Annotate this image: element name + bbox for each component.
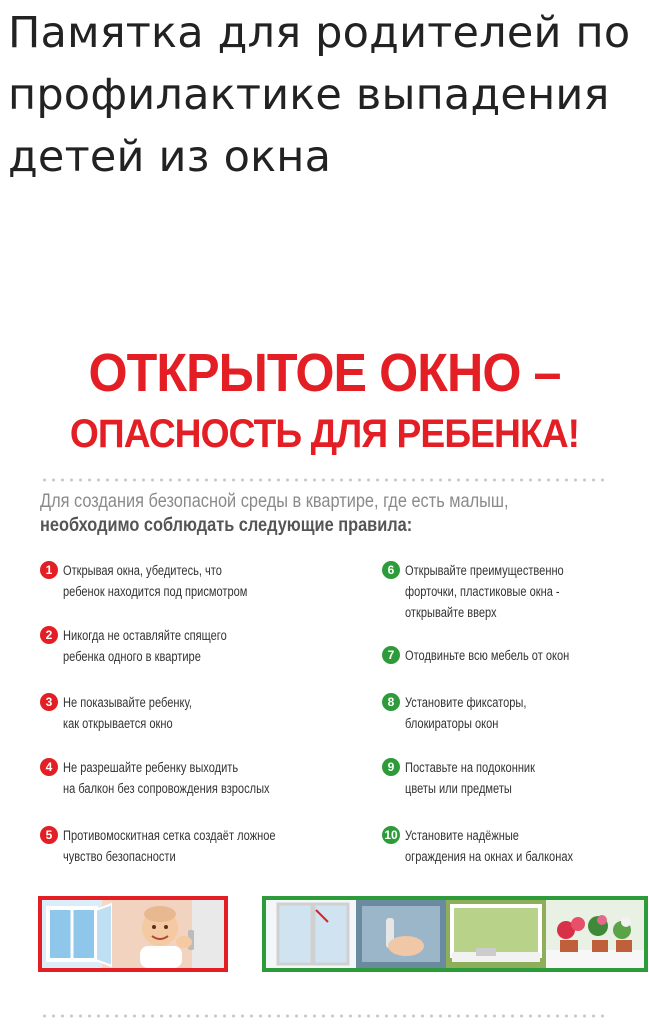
rule-number-badge: 8 [382,693,400,711]
rule-text: Противомоскитная сетка создаёт ложное чувство безопасности [63,828,276,864]
safety-measures-illustration [266,900,644,968]
rule-number-badge: 4 [40,758,58,776]
rule-item-2 [40,625,370,667]
rule-item-1 [40,560,370,602]
dotted-divider-bottom [40,1014,610,1018]
rule-text: Установите фиксаторы, блокираторы окон [405,695,527,731]
poster-headline-line1: ОТКРЫТОЕ ОКНО – [88,343,561,403]
rule-text: Отодвиньте всю мебель от окон [405,648,570,663]
photo-strip-danger [38,896,228,972]
photo-strip-safety [262,896,648,972]
rule-item-4 [40,757,370,799]
rule-number-badge: 2 [40,626,58,644]
rule-text: Не показывайте ребенку, как открывается окно [63,695,192,731]
poster-headline-line2: ОПАСНОСТЬ ДЛЯ РЕБЕНКА! [69,412,580,456]
rule-number-badge: 3 [40,693,58,711]
rule-item-5 [40,825,380,867]
poster-intro: Для создания безопасной среды в квартире, где есть малыш, [40,491,509,512]
rule-text: Не разрешайте ребенку выходить на балкон без сопровождения взрослых [63,760,270,796]
rule-number-badge: 6 [382,561,400,579]
rule-item-10 [382,825,647,867]
rule-item-3 [40,692,370,734]
poster-intro-bold: необходимо соблюдать следующие правила: [40,515,413,536]
page-title: Памятка для родителей по профилактике выпадения детей из окна [8,8,631,182]
open-window-child-illustration [42,900,224,968]
rule-item-9 [382,757,644,799]
poster [0,330,649,1024]
rule-text: Установите надёжные ограждения на окнах и балконах [405,828,574,864]
rule-number-badge: 7 [382,646,400,664]
rule-text: Поставьте на подоконник цветы или предметы [405,760,535,796]
rule-item-6 [382,560,644,623]
rule-item-7 [382,645,644,666]
rule-number-badge: 9 [382,758,400,776]
rule-text: Открывая окна, убедитесь, что ребенок находится под присмотром [63,563,248,599]
rule-number-badge: 5 [40,826,58,844]
rule-number-badge: 1 [40,561,58,579]
rule-text: Открывайте преимущественно форточки, пластиковые окна - открывайте вверх [405,563,564,620]
rule-text: Никогда не оставляйте спящего ребенка одного в квартире [63,628,227,664]
rule-number-badge: 10 [382,826,400,844]
dotted-divider-top [40,478,610,482]
rule-item-8 [382,692,644,734]
